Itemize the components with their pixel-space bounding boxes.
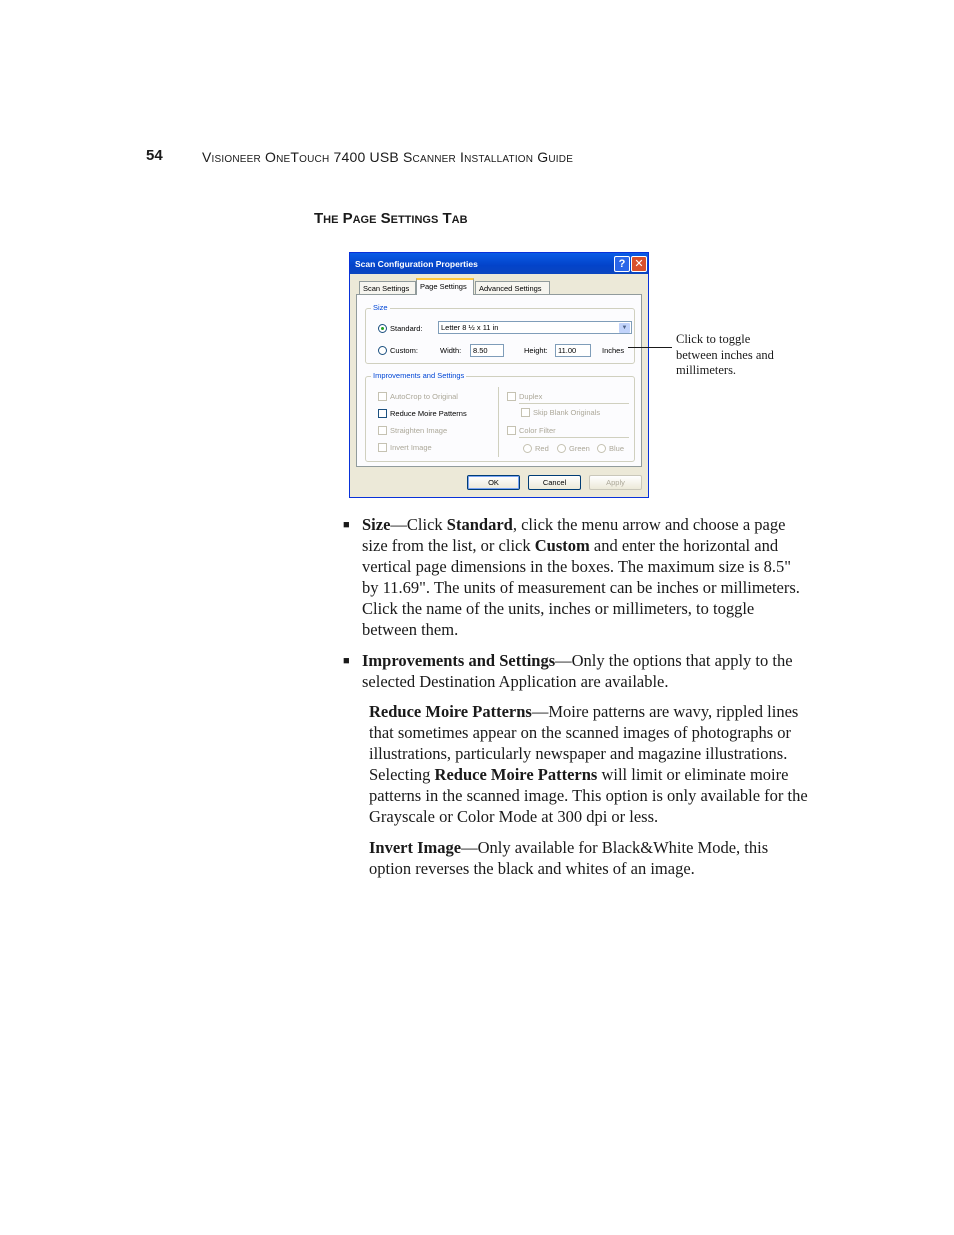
custom-radio[interactable] — [378, 346, 387, 355]
improvements-term: Improvements and Settings — [362, 651, 556, 670]
moire-text-1: —Moire patterns are wavy, rippled lines that sometimes appear on the scanned images of photographs or illustrations, particularly newspaper and magazine illustrations. Selecting — [369, 702, 799, 784]
ok-button[interactable]: OK — [467, 475, 520, 490]
red-radio[interactable] — [523, 444, 532, 453]
invert-text: —Only available for Black&White Mode, this option reverses the black and whites of an image. — [369, 838, 769, 878]
group-divider — [498, 387, 499, 457]
moire-paragraph — [369, 701, 811, 827]
skip-blank-label: Skip Blank Originals — [533, 408, 601, 417]
green-label: Green — [569, 444, 590, 453]
reduce-moire-label: Reduce Moire Patterns — [390, 409, 467, 418]
skip-blank-checkbox[interactable] — [521, 408, 530, 417]
section-title: The Page Settings Tab — [314, 210, 468, 227]
standard-size-dropdown[interactable] — [438, 321, 632, 334]
red-label: Red — [535, 444, 549, 453]
blue-label: Blue — [609, 444, 625, 453]
improvements-text: —Only the options that apply to the selected Destination Application are available. — [362, 651, 793, 691]
width-label: Width: — [440, 346, 462, 355]
custom-label: Custom: — [390, 346, 418, 355]
straighten-checkbox[interactable] — [378, 426, 387, 435]
units-toggle[interactable]: Inches — [602, 346, 625, 355]
size-term: Size — [362, 515, 391, 534]
page-number: 54 — [146, 147, 163, 164]
size-text-1: —Click — [390, 515, 447, 534]
tab-page-settings[interactable]: Page Settings — [416, 278, 474, 295]
apply-button[interactable]: Apply — [589, 475, 642, 490]
autocrop-checkbox[interactable] — [378, 392, 387, 401]
improvements-paragraph — [362, 650, 808, 692]
size-text-2: , click the menu arrow and choose a page size from the list, or click — [362, 515, 786, 555]
size-text-3: and enter the horizontal and vertical page dimensions in the boxes. The maximum size is 8.5" by 11.69". The units of measurement can be inches or millimeters. Click the name of the units, inches or millimeters, to toggle between them. — [362, 536, 800, 639]
scan-configuration-dialog — [349, 252, 649, 498]
standard-label: Standard: — [390, 324, 423, 333]
height-label: Height: — [524, 346, 548, 355]
tab-advanced-settings[interactable]: Advanced Settings — [475, 281, 550, 294]
tab-scan-settings[interactable]: Scan Settings — [359, 281, 416, 294]
moire-text-2: will limit or eliminate moire patterns in the scanned image. This option is only available for the Grayscale or Color Mode at 300 dpi or less. — [369, 765, 808, 826]
duplex-divider — [519, 403, 629, 404]
chevron-down-icon[interactable]: ▼ — [619, 323, 630, 333]
invert-checkbox[interactable] — [378, 443, 387, 452]
color-filter-divider — [519, 437, 629, 438]
custom-term: Custom — [534, 536, 590, 555]
moire-term-inline: Reduce Moire Patterns — [434, 765, 598, 784]
invert-paragraph — [369, 837, 799, 879]
dialog-titlebar — [350, 253, 648, 274]
standard-term: Standard — [446, 515, 513, 534]
straighten-label: Straighten Image — [390, 426, 448, 435]
reduce-moire-checkbox[interactable] — [378, 409, 387, 418]
green-radio[interactable] — [557, 444, 566, 453]
help-icon[interactable]: ? — [614, 256, 630, 272]
units-callout: Click to toggle between inches and millimeters. — [676, 332, 774, 377]
bullet-marker: ■ — [343, 655, 350, 667]
height-field[interactable]: 11.00 — [555, 344, 591, 357]
bullet-marker: ■ — [343, 519, 350, 531]
color-filter-checkbox[interactable] — [507, 426, 516, 435]
standard-size-value: Letter 8 ½ x 11 in — [441, 323, 499, 332]
width-field[interactable]: 8.50 — [470, 344, 504, 357]
autocrop-label: AutoCrop to Original — [390, 392, 458, 401]
improvements-group — [365, 371, 635, 462]
size-paragraph — [362, 514, 808, 640]
duplex-checkbox[interactable] — [507, 392, 516, 401]
tab-panel — [356, 294, 642, 467]
callout-leader-line — [628, 347, 672, 348]
duplex-label: Duplex — [519, 392, 543, 401]
dialog-title: Scan Configuration Properties — [355, 259, 478, 269]
size-group — [365, 303, 635, 364]
moire-term: Reduce Moire Patterns — [369, 702, 532, 721]
size-group-label: Size — [373, 303, 388, 312]
color-filter-label: Color Filter — [519, 426, 556, 435]
standard-radio[interactable] — [378, 324, 387, 333]
close-icon[interactable]: ✕ — [631, 256, 647, 272]
invert-label: Invert Image — [390, 443, 432, 452]
cancel-button[interactable]: Cancel — [528, 475, 581, 490]
improvements-group-label: Improvements and Settings — [373, 371, 465, 380]
invert-term: Invert Image — [369, 838, 462, 857]
blue-radio[interactable] — [597, 444, 606, 453]
running-header: Visioneer OneTouch 7400 USB Scanner Installation Guide — [202, 149, 574, 165]
